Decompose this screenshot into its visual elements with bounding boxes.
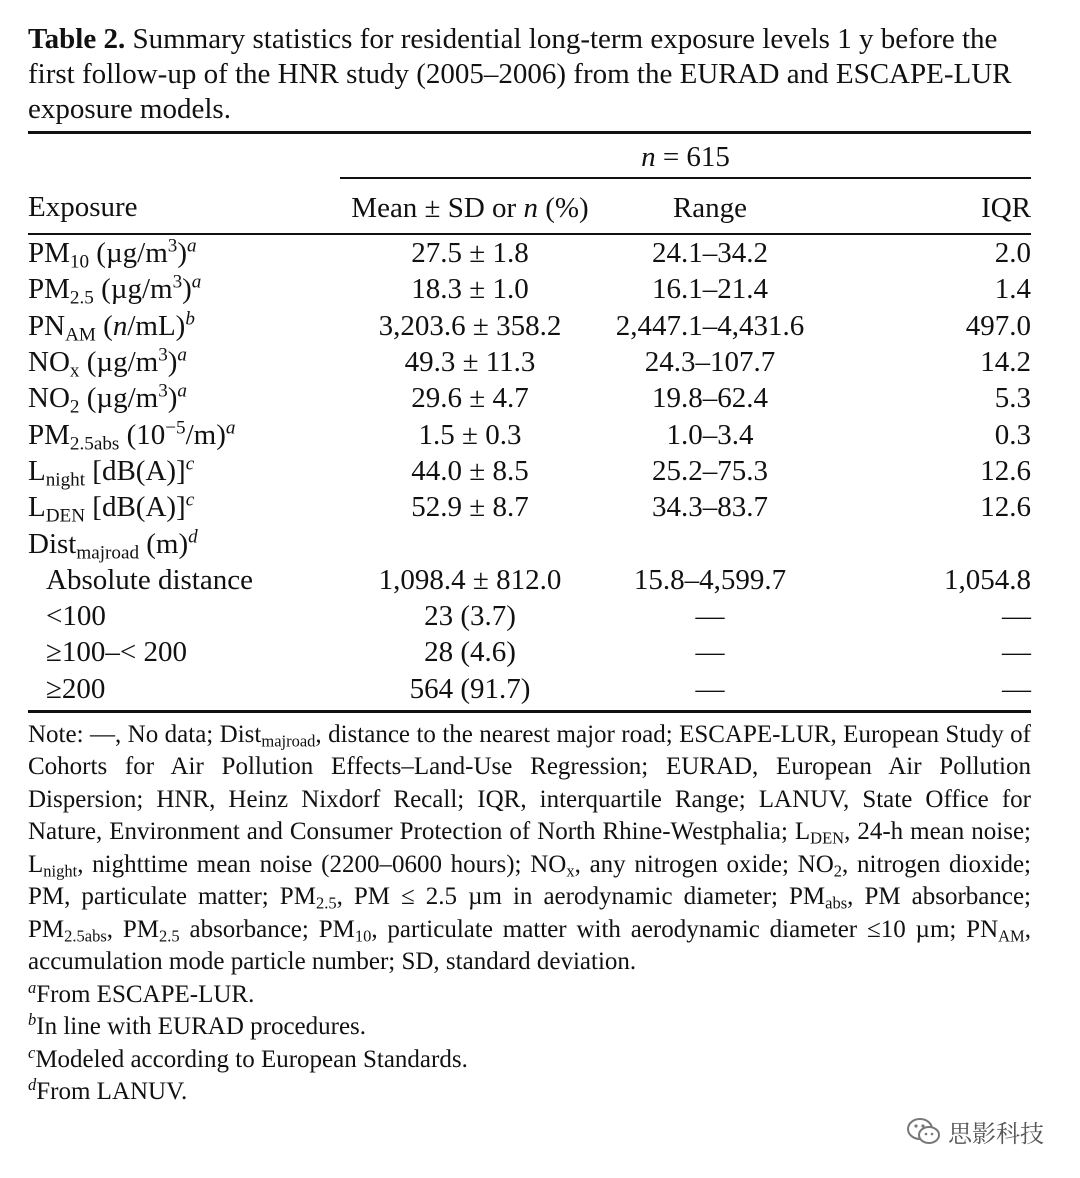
footnote-c: $^c$Modeled according to European Standards. bbox=[28, 1042, 468, 1073]
footnote-d: $^d$From LANUV. bbox=[28, 1075, 188, 1106]
footnote-b: $^b$In line with EURAD procedures. bbox=[28, 1010, 367, 1041]
table-row: $NO_x$ $(\mu g/m^3)^a$ 49.3 ± 11.3 24.3–107.7 14.2 bbox=[28, 344, 1032, 382]
caption-text: Summary statistics for residential long-term exposure levels 1 y before the first follow-up of the HNR study (2005–2006) from the EURAD and ESCAPE-LUR exposure models. bbox=[28, 23, 1012, 125]
summary-table bbox=[28, 134, 1031, 707]
table-row: $PN_{AM}$ $(n/mL)^b$ 3,203.6 ± 358.2 2,447.1–4,431.6 497.0 bbox=[28, 308, 1032, 346]
table-row: $PM_{10}$ $(\mu g/m^3)^a$ 27.5 ± 1.8 24.1–34.2 2.0 bbox=[28, 235, 1032, 273]
col-header-range: Range bbox=[672, 191, 748, 224]
watermark bbox=[906, 1114, 1044, 1149]
col-header-mean: Mean ± SD or n (%) bbox=[351, 191, 589, 224]
table-notes bbox=[28, 719, 1031, 1109]
table-caption bbox=[28, 22, 1031, 127]
table-row: Dist$_{majroad}$ $(m)^d$ bbox=[28, 526, 198, 563]
table-row: Absolute distance 1,098.4 ± 812.0 15.8–4,599.7 1,054.8 bbox=[46, 563, 1032, 596]
col-header-iqr: IQR bbox=[981, 191, 1032, 224]
table-row: $L_{night}$ $[dB(A)]^c$ 44.0 ± 8.5 25.2–75.3 12.6 bbox=[28, 453, 1032, 491]
table-row: $L_{DEN}$ $[dB(A)]^c$ 52.9 ± 8.7 34.3–83.7 12.6 bbox=[28, 489, 1032, 527]
table-row: $PM_{2.5}$ $(\mu g/m^3)^a$ 18.3 ± 1.0 16.1–21.4 1.4 bbox=[28, 271, 1032, 309]
col-header-exposure: Exposure bbox=[28, 191, 138, 223]
table-row: $NO_2$ $(\mu g/m^3)^a$ 29.6 ± 4.7 19.8–62.4 5.3 bbox=[28, 380, 1032, 418]
n-header-row bbox=[28, 134, 1031, 178]
table-figure bbox=[28, 22, 1031, 1109]
table-row: <100 23 (3.7) — — bbox=[46, 600, 1032, 633]
table-row: ≥100–< 200 28 (4.6) — — bbox=[46, 636, 1032, 669]
abbreviations-note: Note: —, No data; Dist$_{majroad}$, distance to the nearest major road; ESCAPE-LUR, European Study of Cohorts for Air Pollution Effects–Land-Use Regression; EURAD, European Air Pollution Dispersion; HNR, Heinz Nixdorf Recall; IQR, interquartile Range; LANUV, State Office for Nature, Environment and Consumer Protection of North Rhine-Westphalia; $L_{DEN}$, 24-h mean noise; $L_{night}$, nighttime mean noise (2200–0600 hours); $NO_x$, any nitrogen oxide; $NO_2$, nitrogen dioxide; PM, particulate matter; $PM_{2.5}$, PM ≤ 2.5 µm in aerodynamic diameter; $PM_{abs}$, PM absorbance; $PM_{2.5abs}$, $PM_{2.5}$ absorbance; $PM_{10}$, particulate matter with aerodynamic diameter ≤10 µm; $PN_{AM}$, accumulation mode particle number; SD, standard deviation. bbox=[28, 720, 1032, 976]
wechat-icon bbox=[906, 1117, 942, 1147]
caption-label: Table 2. bbox=[28, 23, 126, 55]
n-header: n = 615 bbox=[340, 134, 1031, 178]
column-header-row bbox=[28, 178, 1031, 233]
table-row: ≥200 564 (91.7) — — bbox=[46, 672, 1032, 705]
table-row: $PM_{2.5abs}$ $(10^{-5}/m)^a$ 1.5 ± 0.3 1.0–3.4 0.3 bbox=[28, 417, 1032, 454]
watermark-text: 思影科技 bbox=[948, 1120, 1044, 1148]
footnote-a: $^a$From ESCAPE-LUR. bbox=[28, 977, 255, 1008]
bottom-rule bbox=[28, 710, 1031, 713]
